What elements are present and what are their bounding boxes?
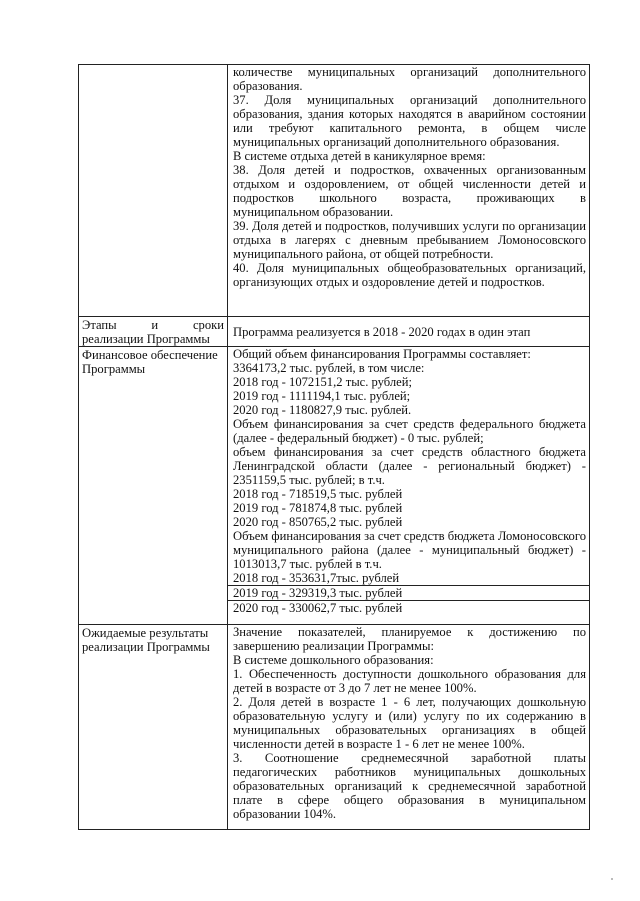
finance-total-2019: 2019 год - 1111194,1 тыс. рублей; bbox=[233, 389, 411, 403]
indicator-39: 39. Доля детей и подростков, получивших услуги по организации отдыха в лагерях с дневным пребыванием Ломоносовского муниципального района, от общей потребности. bbox=[233, 219, 586, 261]
finance-municipal-2020: 2020 год - 330062,7 тыс. рублей bbox=[233, 601, 403, 615]
finance-municipal-2019: 2019 год - 329319,3 тыс. рублей bbox=[233, 586, 403, 600]
stages-label-line1: Этапы и сроки bbox=[82, 318, 224, 332]
section-heading: В системе отдыха детей в каникулярное время: bbox=[233, 149, 486, 163]
indicator-text: количестве муниципальных организаций дополнительного образования. bbox=[233, 65, 586, 93]
finance-total-2020: 2020 год - 1180827,9 тыс. рублей. bbox=[233, 403, 412, 417]
result-item-1: 1. Обеспеченность доступности дошкольного образования для детей в возрасте от 3 до 7 лет не менее 100%. bbox=[233, 667, 586, 695]
passport-table bbox=[78, 64, 590, 830]
finance-regional-2020: 2020 год - 850765,2 тыс. рублей bbox=[233, 515, 403, 529]
table-row bbox=[79, 317, 590, 347]
results-cell bbox=[228, 625, 590, 830]
finance-total: 3364173,2 тыс. рублей, в том числе: bbox=[233, 361, 425, 375]
finance-label: Финансовое обеспечение Программы bbox=[82, 348, 218, 376]
results-label-cell bbox=[79, 625, 228, 830]
finance-municipal: Объем финансирования за счет средств бюджета Ломоносовского муниципального района (далее - муниципальный бюджет) - 1013013,7 тыс. рублей в т.ч. bbox=[233, 529, 586, 571]
finance-regional: объем финансирования за счет средств областного бюджета Ленинградской области (далее - региональный бюджет) - 2351159,5 тыс. рублей; в т.ч. bbox=[233, 445, 586, 487]
result-item-3: 3. Соотношение среднемесячной заработной платы педагогических работников муниципальных дошкольных образовательных организаций к среднемесячной заработной плате в сфере общего образования в муниципальном образовании 104%. bbox=[233, 751, 586, 821]
scan-speck bbox=[611, 878, 613, 880]
finance-regional-2018: 2018 год - 718519,5 тыс. рублей bbox=[233, 487, 403, 501]
table-row bbox=[79, 65, 590, 317]
finance-intro: Общий объем финансирования Программы составляет: bbox=[233, 347, 531, 361]
finance-total-2018: 2018 год - 1072151,2 тыс. рублей; bbox=[233, 375, 413, 389]
finance-cell bbox=[228, 347, 590, 625]
table-row bbox=[79, 347, 590, 625]
finance-municipal-2018: 2018 год - 353631,7тыс. рублей bbox=[233, 571, 400, 585]
stages-label-line2: реализации Программы bbox=[82, 332, 210, 346]
indicator-38: 38. Доля детей и подростков, охваченных организованным отдыхом и оздоровлением, от общей численности детей и подростков школьного возраста, проживающих в муниципальном образовании. bbox=[233, 163, 586, 219]
indicator-40: 40. Доля муниципальных общеобразовательных организаций, организующих отдых и оздоровление детей и подростков. bbox=[233, 261, 586, 289]
results-section: В системе дошкольного образования: bbox=[233, 653, 434, 667]
results-intro: Значение показателей, планируемое к достижению по завершению реализации Программы: bbox=[233, 625, 586, 653]
empty-label-cell bbox=[79, 65, 228, 317]
stages-label-cell bbox=[79, 317, 228, 347]
stages-text: Программа реализуется в 2018 - 2020 годах в один этап bbox=[233, 324, 531, 339]
result-item-2: 2. Доля детей в возрасте 1 - 6 лет, получающих дошкольную образовательную услугу и (или) услугу по их содержанию в муниципальных образовательных организациях в общей численности детей в возрасте 1 - 6 лет не менее 100%. bbox=[233, 695, 586, 751]
results-label: Ожидаемые результаты реализации Программы bbox=[82, 626, 210, 654]
indicator-37: 37. Доля муниципальных организаций дополнительного образования, здания которых находятся в аварийном состоянии или требуют капитального ремонта, в общем числе муниципальных организаций дополнительного образования. bbox=[233, 93, 586, 149]
finance-regional-2019: 2019 год - 781874,8 тыс. рублей bbox=[233, 501, 403, 515]
finance-label-cell bbox=[79, 347, 228, 625]
stages-cell bbox=[228, 317, 590, 347]
indicators-cell bbox=[228, 65, 590, 317]
table-row bbox=[79, 625, 590, 830]
finance-federal: Объем финансирования за счет средств федерального бюджета (далее - федеральный бюджет) - 0 тыс. рублей; bbox=[233, 417, 586, 445]
